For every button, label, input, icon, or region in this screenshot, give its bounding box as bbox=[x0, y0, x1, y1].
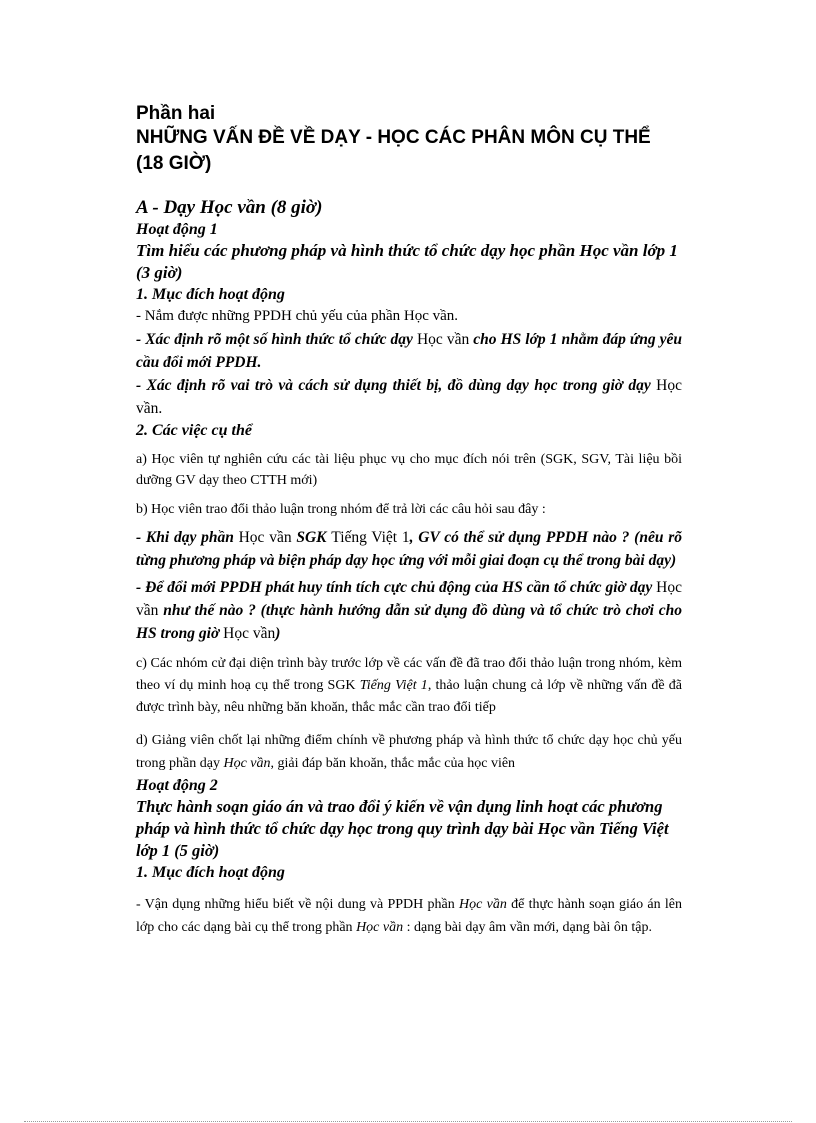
task-c bbox=[136, 653, 682, 719]
task-d-term: Học vần bbox=[223, 756, 271, 771]
activity1-heading: Hoạt động 1 bbox=[136, 221, 218, 238]
question-1 bbox=[136, 526, 682, 572]
task-c-rest: , thảo luận chung cả lớp về những vấn đề đã được trình bày, nêu những băn khoăn, thắc mắc cần trao đổi tiếp bbox=[136, 678, 682, 715]
purpose-3-text: - Xác định rõ vai trò và cách sử dụng thiết bị, đồ dùng dạy học trong giờ dạy bbox=[136, 377, 657, 394]
q2-end: ) bbox=[275, 625, 281, 642]
question-2 bbox=[136, 576, 682, 645]
purpose-2-term: Học vần bbox=[416, 331, 470, 348]
q1-text: - Khi dạy phần bbox=[136, 529, 239, 546]
purpose-2-rest: cho HS lớp 1 nhằm đáp ứng yêu cầu đổi mới PPDH. bbox=[136, 331, 682, 371]
q2-term-2: Học vần bbox=[223, 625, 276, 642]
a2-purpose-text: - Vận dụng những hiểu biết về nội dung và PPDH phần bbox=[136, 897, 460, 912]
q1-term: Học vần bbox=[238, 529, 292, 546]
activity1-purpose-3 bbox=[136, 374, 682, 420]
activity1-title: Tìm hiểu các phương pháp và hình thức tổ chức dạy học phần Học vần lớp 1 (3 giờ) bbox=[136, 241, 678, 282]
a2-purpose-rest: : dạng bài dạy âm vần mới, dạng bài ôn tập. bbox=[403, 920, 652, 935]
purpose-3-term: Học vần. bbox=[136, 377, 682, 417]
q1-sgk: SGK bbox=[291, 529, 332, 546]
activity2-purpose bbox=[136, 893, 682, 939]
q2-text: - Để đổi mới PPDH phát huy tính tích cực chủ động của HS cần tổ chức giờ dạy bbox=[136, 579, 657, 596]
q1-book: Tiếng Việt 1 bbox=[331, 529, 410, 546]
activity1-purpose-heading: 1. Mục đích hoạt động bbox=[136, 286, 285, 303]
section-a-heading: A - Dạy Học vần (8 giờ) bbox=[136, 197, 323, 218]
purpose-2-text: - Xác định rõ một số hình thức tổ chức dạy bbox=[136, 331, 417, 348]
activity1-purpose-1: - Nắm được những PPDH chủ yếu của phần Học vần. bbox=[136, 308, 459, 324]
task-c-book: Tiếng Việt 1 bbox=[359, 678, 428, 693]
activity2-purpose-heading: 1. Mục đích hoạt động bbox=[136, 864, 285, 881]
task-d-text: d) Giảng viên chốt lại những điểm chính về phương pháp và hình thức tổ chức dạy học chủ yếu trong phần dạy bbox=[136, 733, 682, 771]
a2-purpose-mid: để thực hành soạn giáo án lên lớp cho các dạng bài cụ thể trong phần bbox=[136, 897, 683, 935]
q2-mid: như thế nào ? (thực hành hướng dẫn sử dụng đồ dùng và tổ chức trò chơi cho HS trong giờ bbox=[136, 602, 682, 642]
page-content bbox=[136, 103, 682, 939]
task-c-text: c) Các nhóm cử đại diện trình bày trước lớp về các vấn đề đã trao đổi thảo luận trong nhóm, kèm theo ví dụ minh hoạ cụ thể trong SGK bbox=[136, 656, 682, 693]
activity1-purpose-2 bbox=[136, 328, 682, 374]
page-bottom-border bbox=[24, 1121, 792, 1122]
task-d bbox=[136, 729, 682, 775]
a2-purpose-term: Học vần bbox=[459, 897, 507, 912]
q1-rest: , GV có thể sử dụng PPDH nào ? (nêu rõ từng phương pháp và biện pháp dạy học ứng với mỗi giai đoạn cụ thể trong bài dạy) bbox=[136, 529, 682, 569]
activity2-heading: Hoạt động 2 bbox=[136, 777, 218, 794]
page-title-line2: (18 GIỜ) bbox=[136, 153, 212, 174]
task-d-rest: , giải đáp băn khoăn, thắc mắc của học viên bbox=[270, 756, 516, 771]
a2-purpose-term-2: Học vần bbox=[356, 920, 404, 935]
task-a: a) Học viên tự nghiên cứu các tài liệu phục vụ cho mục đích nói trên (SGK, SGV, Tài liệu bồi dưỡng GV dạy theo CTTH mới) bbox=[136, 452, 682, 488]
part-label: Phần hai bbox=[136, 103, 216, 124]
task-b: b) Học viên trao đổi thảo luận trong nhóm để trả lời các câu hỏi sau đây : bbox=[136, 502, 546, 517]
page-title-line1: NHỮNG VẤN ĐỀ VỀ DẠY - HỌC CÁC PHÂN MÔN CỤ THỂ bbox=[136, 127, 651, 148]
activity1-tasks-heading: 2. Các việc cụ thể bbox=[136, 422, 252, 439]
q2-term: Học vần bbox=[136, 579, 682, 619]
activity2-title: Thực hành soạn giáo án và trao đổi ý kiến về vận dụng linh hoạt các phương pháp và hình thức tổ chức dạy học trong quy trình dạy bài Học vần Tiếng Việt lớp 1 (5 giờ) bbox=[136, 797, 669, 860]
